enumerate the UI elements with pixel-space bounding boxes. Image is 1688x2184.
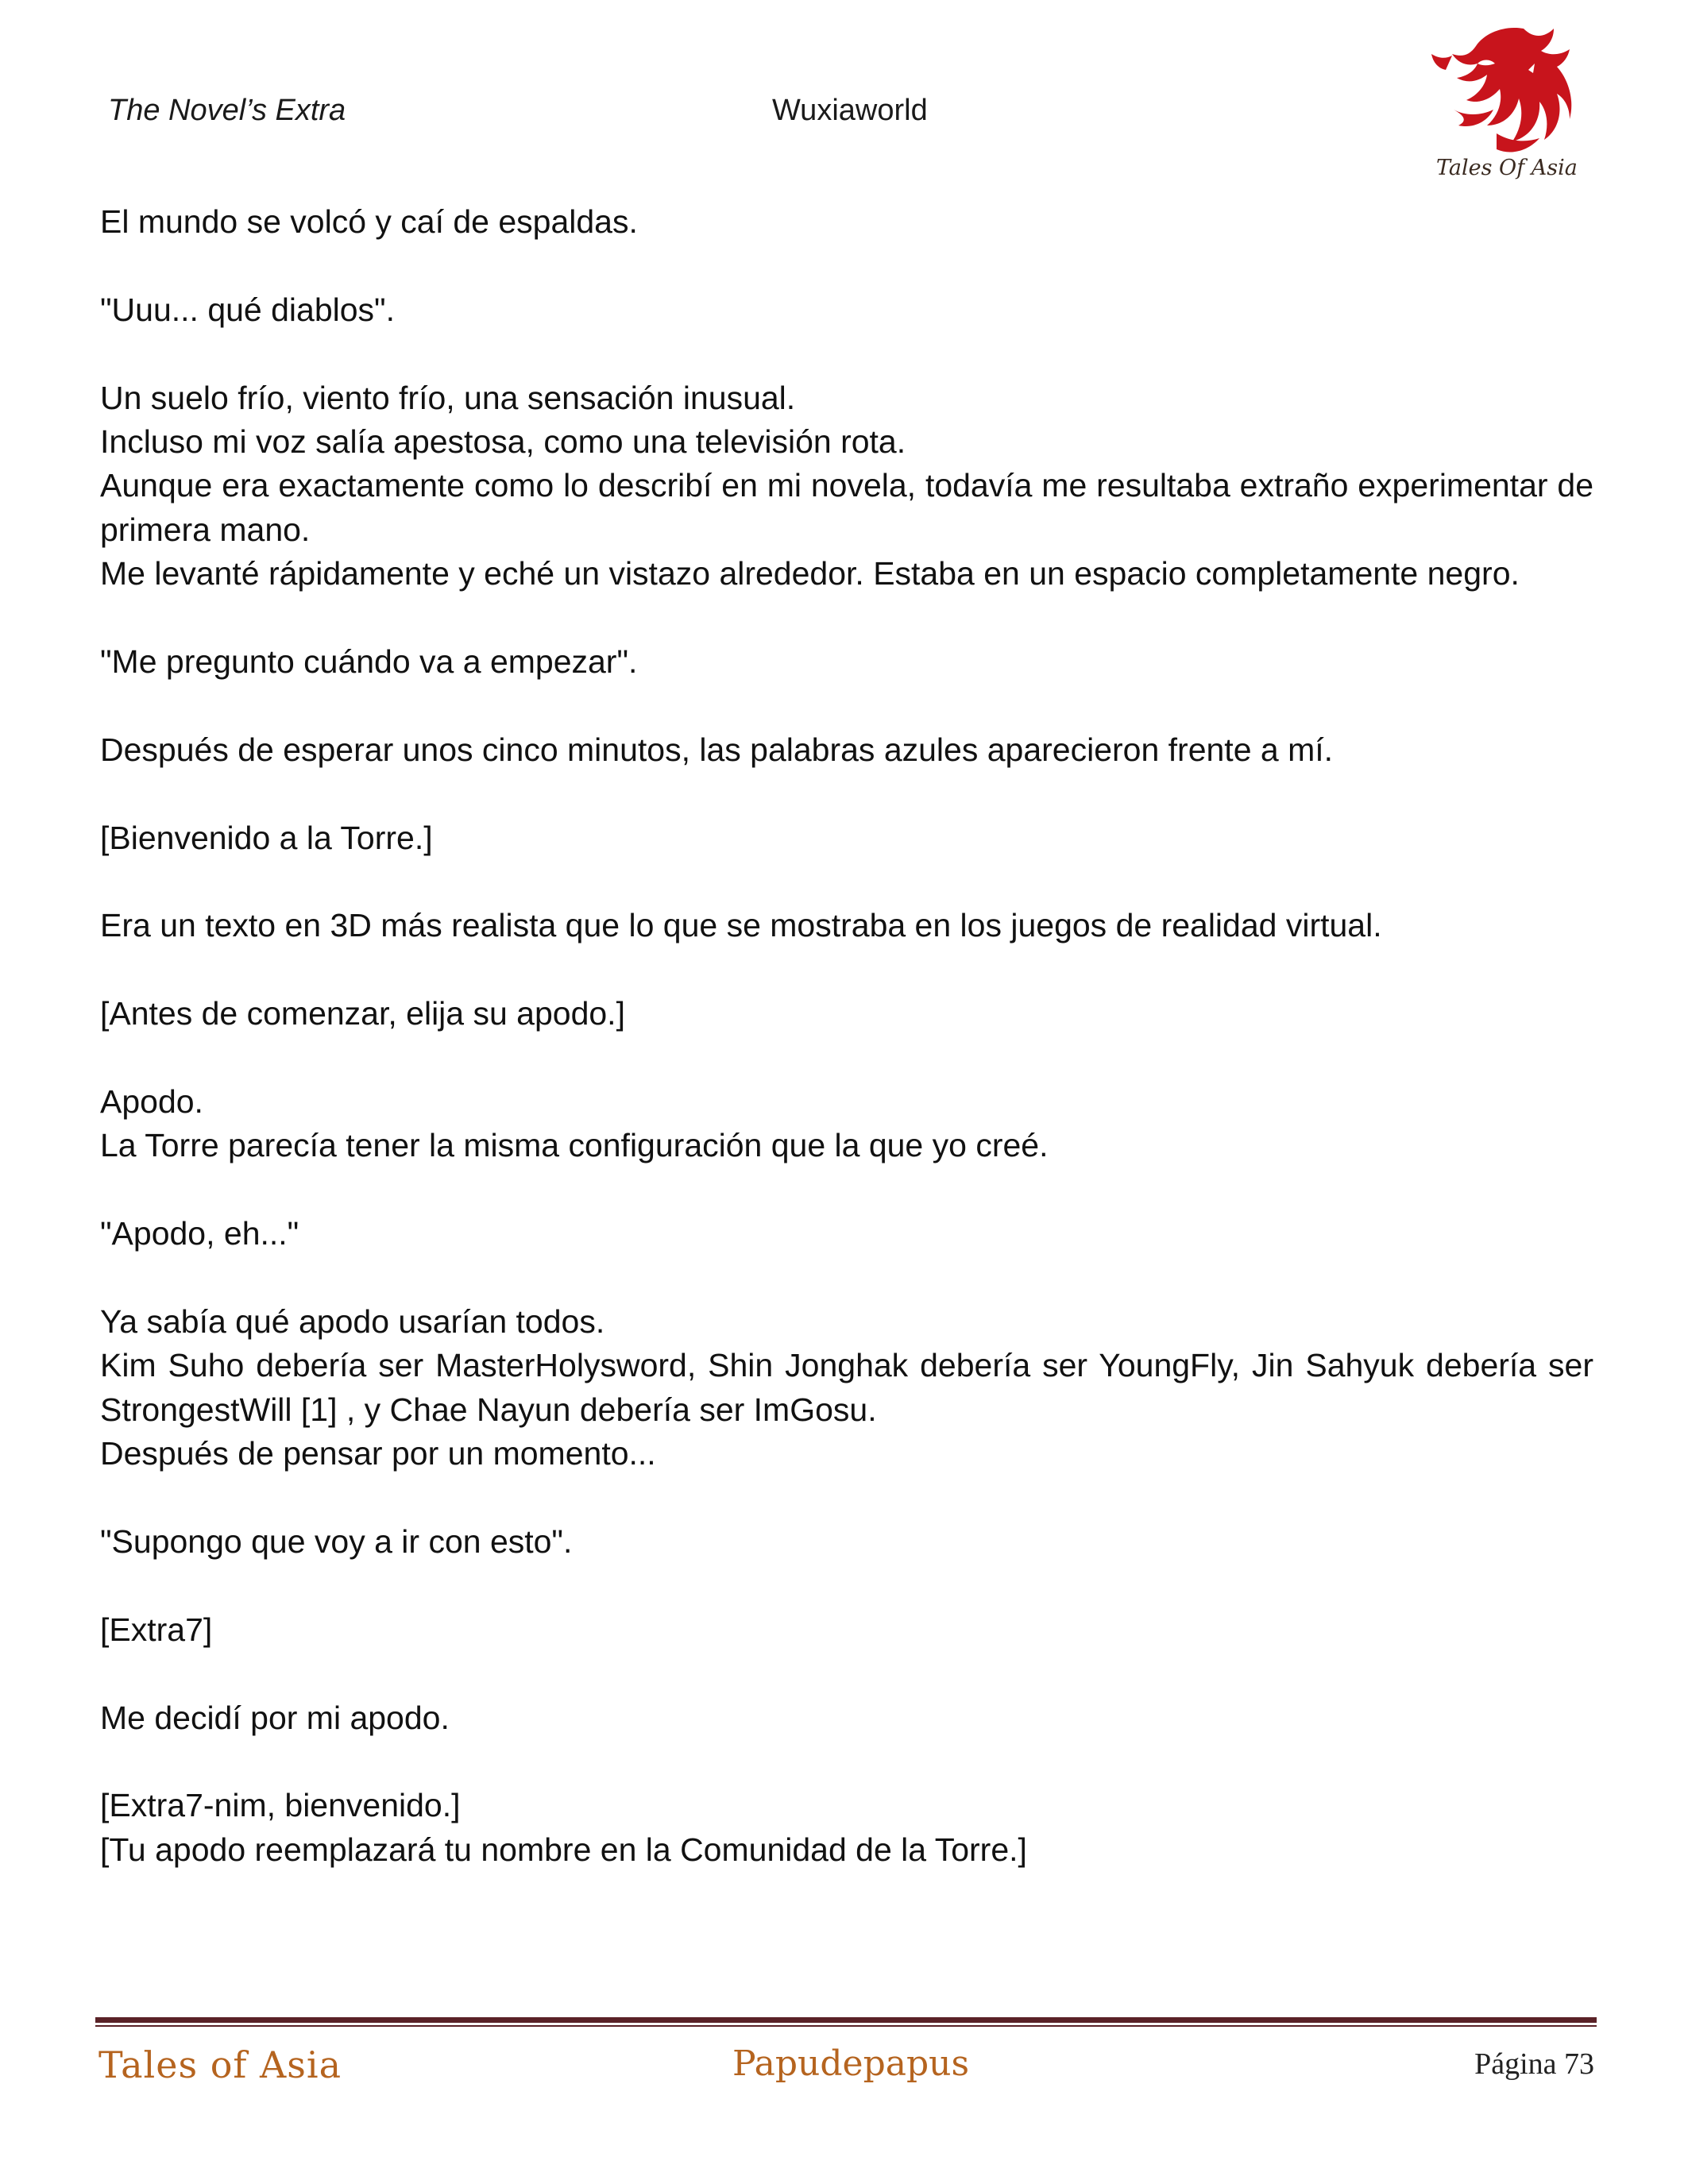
spacer [100, 1740, 1593, 1784]
spacer [100, 772, 1593, 816]
paragraph: [Tu apodo reemplazará tu nombre en la Comunidad de la Torre.] [100, 1831, 1027, 1868]
paragraph: "Me pregunto cuándo va a empezar". [100, 643, 638, 681]
paragraph: [Bienvenido a la Torre.] [100, 819, 433, 856]
spacer [100, 1256, 1593, 1300]
paragraph: La Torre parecía tener la misma configuración que la que yo creé. [100, 1127, 1049, 1164]
paragraph: Un suelo frío, viento frío, una sensación inusual. [100, 379, 796, 416]
footer-translator: Papudepapus [732, 2043, 970, 2084]
spacer [100, 596, 1593, 640]
paragraph: "Apodo, eh..." [100, 1215, 299, 1252]
paragraph: Era un texto en 3D más realista que lo que se mostraba en los juegos de realidad virtual. [100, 907, 1382, 944]
paragraph: [Extra7] [100, 1611, 213, 1648]
paragraph: Después de esperar unos cinco minutos, las palabras azules aparecieron frente a mí. [100, 731, 1334, 768]
paragraph: El mundo se volcó y caí de espaldas. [100, 203, 638, 240]
paragraph: "Supongo que voy a ir con esto". [100, 1523, 573, 1561]
paragraph: "Uuu... qué diablos". [100, 291, 396, 328]
spacer [100, 1652, 1593, 1696]
logo-caption: Tales Of Asia [1436, 156, 1578, 180]
spacer [100, 1168, 1593, 1212]
paragraph: Kim Suho debería ser MasterHolysword, Shin Jonghak debería ser YoungFly, Jin Sahyuk debería ser StrongestWill [1] , y Chae Nayun debería ser ImGosu. [100, 1347, 1593, 1428]
paragraph: [Antes de comenzar, elija su apodo.] [100, 995, 625, 1032]
spacer [100, 684, 1593, 727]
chapter-text [100, 200, 1593, 1872]
spacer [100, 1036, 1593, 1080]
footer-publisher: Tales of Asia [98, 2043, 342, 2086]
spacer [100, 860, 1593, 904]
page-number: Página 73 [1474, 2047, 1594, 2081]
paragraph: Aunque era exactamente como lo describí en mi novela, todavía me resultaba extraño experimentar de primera mano. [100, 467, 1593, 548]
paragraph: [Extra7-nim, bienvenido.] [100, 1787, 461, 1824]
paragraph: Me decidí por mi apodo. [100, 1699, 450, 1736]
spacer [100, 1476, 1593, 1520]
paragraph: Me levanté rápidamente y eché un vistazo alrededor. Estaba en un espacio completamente negro. [100, 555, 1520, 592]
spacer [100, 332, 1593, 376]
paragraph: Después de pensar por un momento... [100, 1435, 656, 1472]
book-title: The Novel’s Extra [108, 94, 346, 127]
paragraph: Incluso mi voz salía apestosa, como una televisión rota. [100, 423, 906, 460]
site-name: Wuxiaworld [772, 94, 928, 127]
spacer [100, 244, 1593, 287]
spacer [100, 948, 1593, 992]
spacer [100, 1564, 1593, 1607]
paragraph: Ya sabía qué apodo usarían todos. [100, 1303, 605, 1340]
footer-divider [95, 2017, 1597, 2027]
paragraph: Apodo. [100, 1083, 203, 1120]
